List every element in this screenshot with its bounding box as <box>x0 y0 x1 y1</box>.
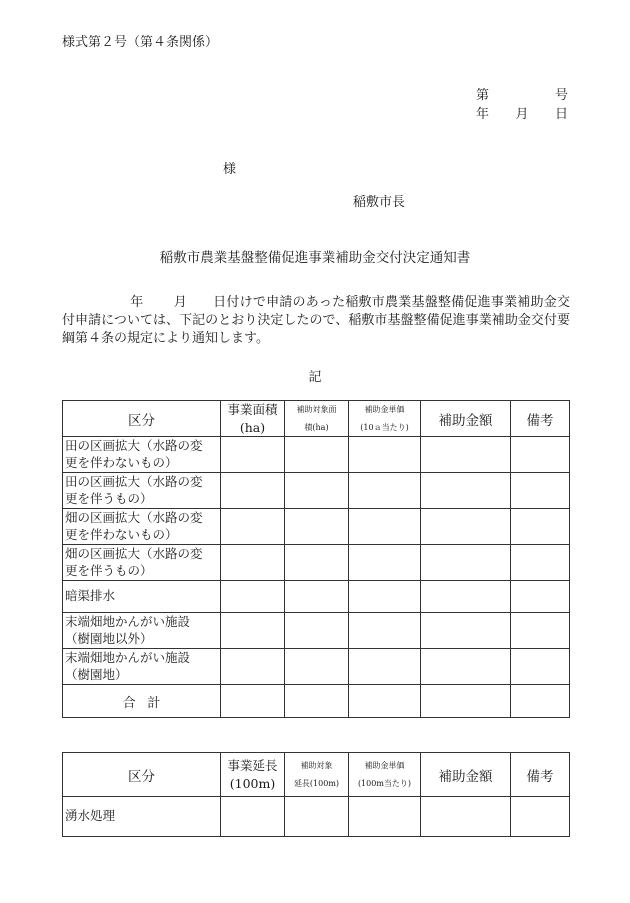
cell-input[interactable] <box>285 613 349 649</box>
table-row <box>63 649 570 685</box>
header-project-area <box>221 401 285 437</box>
cell-input[interactable] <box>221 509 285 545</box>
cell-input[interactable] <box>421 649 511 685</box>
header-subsidy-amount: 補助金額 <box>421 401 511 437</box>
subsidy-area-table <box>62 400 570 718</box>
cell-input[interactable] <box>349 473 421 509</box>
cell-input[interactable] <box>221 545 285 581</box>
header-remarks: 備考 <box>511 401 570 437</box>
doc-number-suffix: 号 <box>554 88 568 103</box>
header-project-area-l1: 事業面積 <box>227 402 278 418</box>
body-year-unit: 年 <box>130 295 144 310</box>
table-row <box>63 797 570 837</box>
header-target-length <box>285 753 349 797</box>
form-number: 様式第２号（第４条関係） <box>62 35 219 50</box>
table-row <box>63 437 570 473</box>
date-month: 月 <box>515 107 529 122</box>
row-category: 末端畑地かんがい施設 （樹園地以外） <box>63 613 221 649</box>
cell-input[interactable] <box>511 473 570 509</box>
cell-input[interactable] <box>421 797 511 837</box>
header-project-length-l1: 事業延長 <box>227 758 278 773</box>
header-project-area-l2: (ha) <box>239 419 266 435</box>
header-unit-price-l2: (100m当たり) <box>357 778 412 788</box>
header-category: 区分 <box>63 401 221 437</box>
cell-input[interactable] <box>421 581 511 613</box>
cell-input[interactable] <box>349 797 421 837</box>
cell-input[interactable] <box>511 797 570 837</box>
row-category: 田の区画拡大（水路の変 更を伴わないもの） <box>63 437 221 473</box>
cell-input[interactable] <box>349 685 421 718</box>
date-day: 日 <box>554 107 568 122</box>
header-target-length-l2: 延長(100m) <box>293 778 340 788</box>
cell-input[interactable] <box>221 437 285 473</box>
header-subsidy-amount: 補助金額 <box>421 753 511 797</box>
doc-number-prefix: 第 <box>476 88 490 103</box>
header-unit-price <box>349 753 421 797</box>
cell-input[interactable] <box>221 797 285 837</box>
header-target-area <box>285 401 349 437</box>
ki-heading: 記 <box>308 370 322 385</box>
header-unit-price-l2: (10ａ当たり) <box>360 422 409 432</box>
row-category: 畑の区画拡大（水路の変 更を伴うもの） <box>63 545 221 581</box>
header-project-length-l2: (100m) <box>229 775 276 791</box>
cell-input[interactable] <box>221 649 285 685</box>
header-category: 区分 <box>63 753 221 797</box>
issue-date <box>476 103 568 122</box>
table-row <box>63 581 570 613</box>
cell-input[interactable] <box>421 613 511 649</box>
cell-input[interactable] <box>421 685 511 718</box>
cell-input[interactable] <box>511 649 570 685</box>
header-target-area-l2: 積(ha) <box>304 422 329 432</box>
body-month-unit: 月 <box>173 295 187 310</box>
addressee: 様 <box>223 162 237 177</box>
header-unit-price <box>349 401 421 437</box>
row-category: 畑の区画拡大（水路の変 更を伴わないもの） <box>63 509 221 545</box>
header-target-area-l1: 補助対象面 <box>296 405 337 414</box>
header-project-length <box>221 753 285 797</box>
cell-input[interactable] <box>285 473 349 509</box>
cell-input[interactable] <box>421 509 511 545</box>
cell-input[interactable] <box>511 545 570 581</box>
cell-input[interactable] <box>349 509 421 545</box>
cell-input[interactable] <box>221 685 285 718</box>
body-text: 日付けで申請のあった稲敷市農業基盤整備促進事業補助金交付申請については、下記のとおり決定したので、稲敷市基盤整備促進事業補助金交付要綱第４条の規定により通知します。 <box>62 295 570 346</box>
table-row <box>63 613 570 649</box>
cell-input[interactable] <box>349 545 421 581</box>
cell-input[interactable] <box>285 649 349 685</box>
row-category: 末端畑地かんがい施設 （樹園地） <box>63 649 221 685</box>
table-row <box>63 509 570 545</box>
subsidy-length-table <box>62 752 570 837</box>
cell-input[interactable] <box>285 797 349 837</box>
total-label: 合計 <box>63 685 221 718</box>
header-remarks: 備考 <box>511 753 570 797</box>
body-paragraph <box>62 294 570 348</box>
cell-input[interactable] <box>421 473 511 509</box>
sender: 稲敷市長 <box>353 195 406 210</box>
cell-input[interactable] <box>511 685 570 718</box>
total-row <box>63 685 570 718</box>
cell-input[interactable] <box>511 581 570 613</box>
row-category: 湧水処理 <box>63 797 221 837</box>
cell-input[interactable] <box>285 685 349 718</box>
table-row <box>63 473 570 509</box>
table-row <box>63 545 570 581</box>
cell-input[interactable] <box>285 437 349 473</box>
cell-input[interactable] <box>349 613 421 649</box>
cell-input[interactable] <box>221 581 285 613</box>
cell-input[interactable] <box>285 581 349 613</box>
cell-input[interactable] <box>421 437 511 473</box>
cell-input[interactable] <box>421 545 511 581</box>
header-unit-price-l1: 補助金単価 <box>364 405 405 414</box>
cell-input[interactable] <box>221 613 285 649</box>
row-category: 田の区画拡大（水路の変 更を伴うもの） <box>63 473 221 509</box>
cell-input[interactable] <box>511 613 570 649</box>
header-unit-price-l1: 補助金単価 <box>364 760 405 770</box>
row-category: 暗渠排水 <box>63 581 221 613</box>
document-title: 稲敷市農業基盤整備促進事業補助金交付決定通知書 <box>159 250 471 266</box>
header-target-length-l1: 補助対象 <box>300 760 333 770</box>
cell-input[interactable] <box>511 509 570 545</box>
cell-input[interactable] <box>349 649 421 685</box>
cell-input[interactable] <box>349 437 421 473</box>
cell-input[interactable] <box>221 473 285 509</box>
cell-input[interactable] <box>285 545 349 581</box>
cell-input[interactable] <box>285 509 349 545</box>
cell-input[interactable] <box>349 581 421 613</box>
cell-input[interactable] <box>511 437 570 473</box>
date-year: 年 <box>476 107 490 122</box>
document-number <box>476 84 568 103</box>
